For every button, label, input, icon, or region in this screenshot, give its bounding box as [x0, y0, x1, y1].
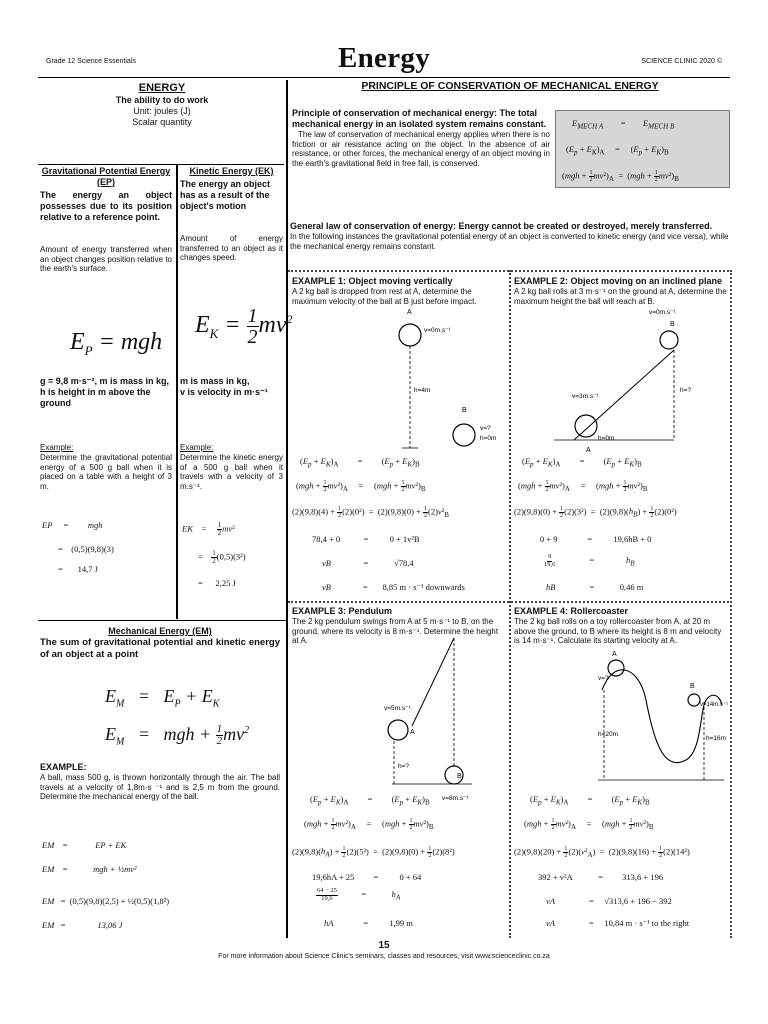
ex2-ball-a: [575, 415, 597, 437]
ke-example: [180, 443, 283, 492]
ex3-ball-a: [388, 720, 408, 740]
conservation-heading: PRINCIPLE OF CONSERVATION OF MECHANICAL ENERGY: [361, 80, 659, 92]
ex4-h16: h=16m: [706, 735, 727, 742]
gpe-amount: Amount of energy transferred when an object changes position relative to the earth's surface.: [40, 244, 172, 274]
energy-summary: [38, 82, 286, 128]
ex4-row-6: vA = 10,84 m · s⁻¹ to the right: [546, 918, 690, 928]
ex3-title: EXAMPLE 3: Pendulum: [292, 606, 393, 616]
grey-eq-2: $(E_p + E_K)_A$ = $(E_p + E_K)_B$: [566, 144, 669, 157]
gpe-example: [40, 443, 172, 492]
energy-definition: The ability to do work: [115, 95, 209, 106]
ex3-row-3: $(2)(9,8)(h_A)$ + $\frac{1}{2}$ (2)(5²) = (2)(9,8)(0) + $\frac{1}{2}$ (2)(8²): [292, 846, 455, 860]
ke-example-text: Determine the kinetic energy of a 500 g ball when it travels with a velocity of 3 m.s⁻¹.: [180, 452, 283, 491]
mech-heading: Mechanical Energy (EM): [108, 626, 212, 636]
gpe-vars-line2: h is height in m above the ground: [40, 386, 151, 408]
ex1-ball-a: [399, 324, 421, 346]
general-text: In the following instances the gravitational potential energy of an object is converted to kinetic energy (and vice versa), while the mechanical energy remains constant.: [290, 231, 729, 251]
mech-formula-1: $E_M = E_P + E_K$: [105, 686, 220, 710]
grey-eq-3: (mgh + $\frac{1}{2}$ $mv^2)_A = (mgh$ + $\frac{1}{2}$ $mv^2)_B$: [562, 170, 679, 184]
principle-bold: Principle of conservation of mechanical energy: The total mechanical energy in an isolated system remains constant.: [292, 108, 547, 129]
ex2-row-4: 0 + 9 = 19,6hB + 0: [540, 534, 652, 544]
ke-heading: Kinetic Energy (EK): [189, 166, 274, 176]
ex1-vq: v=?: [480, 425, 491, 432]
copyright: SCIENCE CLINIC 2020 ©: [641, 58, 722, 65]
ex3-row-1: $(E_p + E_K)_A$ = $(E_p + E_K)_B$: [310, 794, 430, 807]
ex4-v14: v=14m.s⁻¹: [700, 702, 729, 708]
ex2-label-a: A: [586, 447, 591, 454]
energy-unit: Unit: joules (J): [133, 106, 191, 117]
ex4-label-a: A: [612, 651, 617, 658]
ex3-label-b: B: [457, 773, 462, 780]
ke-vars-line2: v is velocity in m·s⁻¹: [180, 386, 268, 397]
ex2-text: A 2 kg ball rolls at 3 m·s⁻¹ on the ground at A, determine the maximum height the ball will reach at B.: [514, 286, 727, 306]
ke-sol-1: EK = $\frac{1}{2}$ mv²: [182, 521, 235, 537]
ex3-v8: v=8m.s⁻¹: [442, 795, 469, 802]
ex1-text: A 2 kg ball is dropped from rest at A, determine the maximum velocity of the ball at B just before impact.: [292, 286, 477, 306]
mech-sol-2: EM = mgh + ½mv²: [42, 864, 137, 874]
grey-eq-1: $E_{MECH A}$ = $E_{MECH B}$: [572, 118, 675, 131]
general-bold: General law of conservation of energy: Energy cannot be created or destroyed, merely transferred.: [290, 221, 713, 231]
ke-formula: $E_K$ = $\frac{1}{2}$ $mv^2$: [195, 305, 293, 348]
ex2-row-6: hB = 0,46 m: [546, 582, 644, 592]
gpe-example-text: Determine the gravitational potential energy of a 500 g ball when it is placed on a table with a height of 3 m.: [40, 452, 172, 491]
gpe-ke-divider: [176, 164, 178, 619]
ke-amount: Amount of energy transferred to an object as it changes speed.: [180, 233, 283, 263]
ex2-diagram: [514, 300, 728, 456]
examples-right-border: [730, 270, 732, 938]
ex2-label-b: B: [670, 321, 675, 328]
column-divider: [286, 80, 288, 938]
ex1-row-4: 78,4 + 0 = 0 + 1v²B: [312, 534, 420, 544]
ex3-row-5: $\frac{64 - 25}{19,6}$ = $h_A$: [317, 887, 401, 902]
gpe-section: [40, 166, 172, 274]
ex4-row-3: (2)(9,8)(20) + $\frac{1}{2}$ $(2)(v^2_A) = (2)(9,8)(16)$ + $\frac{1}{2}$ (2)(14²): [514, 846, 690, 860]
subject-label: Grade 12 Science Essentials: [46, 58, 136, 65]
gpe-formula: $E_P$ = mgh: [70, 329, 163, 358]
ex4-diagram: [514, 650, 728, 790]
ex3-row-4: 19,6hA + 25 = 0 + 64: [312, 872, 422, 882]
mech-section: [40, 626, 280, 660]
ex1-row-6: vB = 8,85 m · s⁻¹ downwards: [322, 582, 465, 592]
ex4-label-b: B: [690, 683, 695, 690]
ex1-label-b: B: [462, 407, 467, 414]
ex2-v3: v=3m.s⁻¹: [572, 393, 599, 400]
ex1-ball-b: [453, 424, 475, 446]
gpe-example-label: Example:: [40, 443, 74, 452]
ke-sol-3: = 2,25 J: [198, 578, 236, 588]
example-4: [514, 606, 728, 646]
ex4-row-4: 392 + v²A = 313,6 + 196: [538, 872, 664, 882]
ke-sol-2: = $\frac{1}{2}$ (0,5)(3²): [198, 549, 246, 565]
general-law-block: [290, 221, 730, 251]
ex3-text: The 2 kg pendulum swings from A at 5 m·s⁻¹ to B, on the ground, where its velocity is 8 m·s⁻¹. Determine the height at A.: [292, 616, 499, 646]
footer-info: For more information about Science Clinic's seminars, classes and resources, visit www.scienceclinic.co.za: [218, 953, 550, 960]
mech-formula-2: $E_M$ = mgh + $\frac{1}{2}$ $mv^2$: [105, 723, 250, 748]
energy-scalar: Scalar quantity: [132, 117, 192, 128]
ex2-row-1: $(E_p + E_K)_A$ = $(E_p + E_K)_B$: [522, 456, 642, 469]
ex1-row-2: (mgh + $\frac{1}{2}$ $mv^2)_A$ = (mgh + $\frac{1}{2}$ $mv^2)_B$: [296, 480, 426, 494]
ex3-v5: v=5m.s⁻¹: [384, 705, 411, 712]
gpe-heading: Gravitational Potential Energy (EP): [41, 166, 171, 187]
principle-text: The law of conservation of mechanical energy applies when there is no friction or air resistance acting on the object. In the absence of air resistance, or other forces, the mechanical energy of an object moving in the earth's gravitational field in free fall, is conserved.: [292, 129, 550, 169]
mech-example: [40, 762, 280, 802]
gpe-sol-3: = 14,7 J: [58, 564, 98, 574]
ex3-row-6: hA = 1,99 m: [324, 918, 413, 928]
ex2-row-2: (mgh + $\frac{1}{2}$ $mv^2)_A$ = (mgh + $\frac{1}{2}$ $mv^2)_B$: [518, 480, 648, 494]
ex2-ball-b: [660, 331, 678, 349]
gpe-sol-1: EP = mgh: [42, 520, 103, 530]
gpe-vars-line1: g = 9,8 m·s⁻², m is mass in kg,: [40, 376, 170, 386]
ex4-row-2: (mgh + $\frac{1}{2}$ $mv^2)_A$ = (mgh + $\frac{1}{2}$ $mv^2)_B$: [524, 818, 654, 832]
gpe-variables: [40, 376, 176, 409]
ex2-h0: h=0m: [598, 435, 615, 442]
ex3-label-a: A: [410, 729, 415, 736]
ke-variables: [180, 376, 284, 398]
ke-definition: The energy an object has as a result of the object's motion: [180, 178, 271, 211]
ex1-row-3: (2)(9,8)(4) + $\frac{1}{2}$ (2)(0²) = (2)(9,8)(0) + $\frac{1}{2}$ $(2)v^2_B$: [292, 506, 449, 520]
mech-example-label: EXAMPLE:: [40, 762, 87, 772]
mech-sol-4: EM = 13,06 J: [42, 920, 123, 930]
ex2-title: EXAMPLE 2: Object moving on an inclined plane: [514, 276, 723, 286]
ex2-row-3: (2)(9,8)(0) + $\frac{1}{2}$ $(2)(3^2) = (2)(9,8)(h_B)$ + $\frac{1}{2}$ (2)(0²): [514, 506, 677, 520]
ex1-v0: v=0m.s⁻¹: [424, 327, 451, 334]
ke-example-label: Example:: [180, 443, 214, 452]
ex4-ball-b: [688, 694, 700, 706]
ex1-label-a: A: [407, 309, 412, 316]
ex1-title: EXAMPLE 1: Object moving vertically: [292, 276, 453, 286]
page-number: 15: [378, 940, 390, 951]
ex1-row-1: $(E_p + E_K)_A$ = $(E_p + E_K)_B$: [300, 456, 420, 469]
gpe-rule: [38, 164, 176, 165]
ex3-row-2: (mgh + $\frac{1}{2}$ $mv^2)_A$ = (mgh + $\frac{1}{2}$ $mv^2)_B$: [304, 818, 434, 832]
page-title: Energy: [337, 42, 430, 74]
gpe-sol-2: = (0,5)(9,8)(3): [58, 544, 114, 554]
ex2-v0: v=0m.s⁻¹: [649, 309, 676, 316]
ex1-h: h=4m: [414, 387, 431, 394]
ex4-row-1: $(E_p + E_K)_A$ = $(E_p + E_K)_B$: [530, 794, 650, 807]
ex3-string-a: [412, 638, 454, 726]
ex2-hq: h=?: [680, 387, 692, 394]
ke-vars-line1: m is mass in kg,: [180, 376, 250, 386]
gpe-definition: The energy an object possesses due to its position relative to a reference point.: [40, 189, 172, 222]
energy-heading: ENERGY: [138, 82, 186, 94]
ex2-row-5: $\frac{9}{19,6}$ = $h_B$: [544, 553, 635, 568]
ex3-hq: h=?: [398, 763, 410, 770]
ex4-text: The 2 kg ball rolls on a toy rollercoaster from A, at 20 m above the ground, to B where its height is 8 m and velocity is 14 m·s⁻¹. Calculate its starting velocity at A.: [514, 616, 722, 646]
ex4-ball-a: [608, 660, 624, 676]
ex4-h20: h=20m: [598, 731, 619, 738]
ex1-h0: h=0m: [480, 435, 497, 442]
mech-example-text: A ball, mass 500 g, is thrown horizontally through the air. The ball travels at a velocity of 1,8m·s ⁻¹ and is 2,5 m from the ground. Determine the mechanical energy of the ball.: [40, 772, 280, 802]
mech-sol-3: EM = (0,5)(9,8)(2,5) + ½(0,5)(1,8²): [42, 896, 170, 906]
examples-mid-border: [509, 270, 511, 938]
mech-rule: [38, 620, 286, 621]
ex4-vq: v=?: [598, 675, 609, 682]
mech-definition: The sum of gravitational potential and kinetic energy of an object at a point: [40, 636, 280, 660]
principle-block: [292, 108, 550, 169]
ex4-row-5: vA = √313,6 + 196 − 392: [546, 896, 672, 906]
mech-sol-1: EM = EP + EK: [42, 840, 127, 850]
examples-row-border: [288, 601, 732, 603]
ex4-title: EXAMPLE 4: Rollercoaster: [514, 606, 629, 616]
ke-section: [180, 166, 283, 263]
ke-rule: [176, 164, 284, 165]
ex1-diagram: [292, 300, 508, 450]
ex1-row-5: vB = √78,4: [322, 558, 414, 568]
header-rule: [38, 77, 730, 78]
